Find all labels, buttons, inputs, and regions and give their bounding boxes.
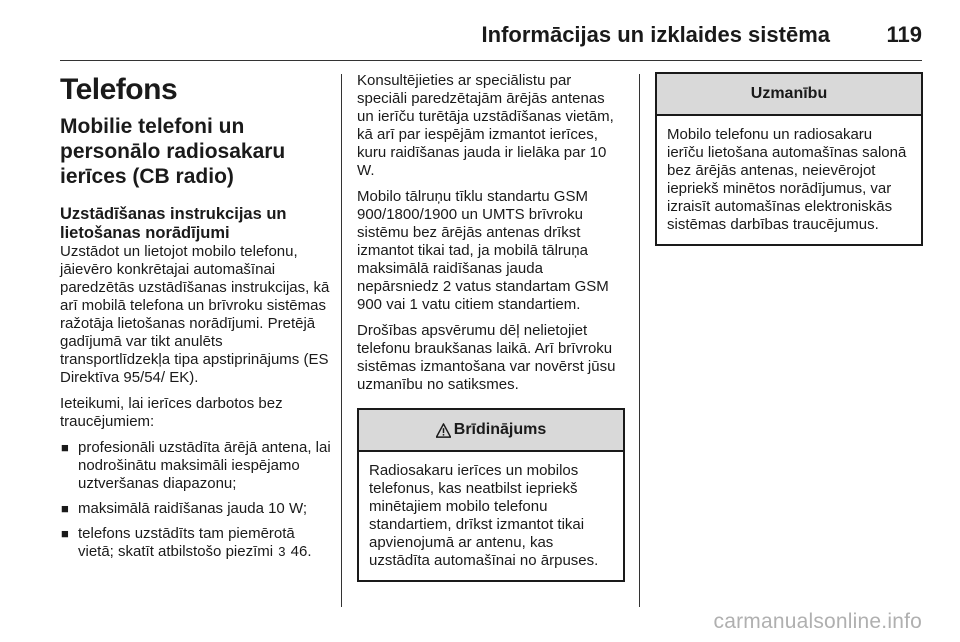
- reference-arrow-icon: 3: [278, 544, 286, 559]
- bullet-square-icon: ■: [61, 526, 69, 541]
- paragraph: Drošības apsvērumu dēļ nelietojiet telefonu braukšanas laikā. Arī brīvroku sistēmas izmantošana var novērst jūsu uzmanību no satiksmes.: [357, 322, 616, 393]
- column-1: [60, 72, 332, 568]
- warning-box: [357, 408, 625, 582]
- notice-box: [655, 72, 923, 246]
- list-item: [60, 525, 332, 561]
- paragraph: Ieteikumi, lai ierīces darbotos bez traucējumiem:: [60, 395, 283, 430]
- page-reference: 46.: [290, 543, 312, 560]
- header-rule: [60, 60, 922, 61]
- bullet-square-icon: ■: [61, 501, 69, 516]
- warning-triangle-icon: [436, 423, 451, 438]
- subtitle: Mobilie telefoni un personālo radiosakaru ierīces (CB radio): [60, 115, 286, 188]
- header-title: Informācijas un izklaides sistēma: [481, 22, 830, 47]
- watermark: carmanualsonline.info: [713, 610, 922, 633]
- list-item-text: telefons uzstādīts tam piemērotā vietā; skatīt atbilstošo piezīmi: [78, 525, 295, 560]
- list-item-text: maksimālā raidīšanas jauda 10 W;: [78, 500, 307, 517]
- list-item: [60, 439, 332, 493]
- column-divider-1: [341, 74, 342, 607]
- page-header: [60, 14, 922, 58]
- page-number: 119: [886, 22, 922, 47]
- list-item: [60, 500, 332, 518]
- warning-header: [359, 410, 623, 452]
- notice-header: Uzmanību: [657, 74, 921, 116]
- notice-text: Mobilo telefonu un radiosakaru ierīču lietošana automašīnas salonā bez ārējās antenas, neievērojot iepriekš minētos norādījumus, var izraisīt automašīnas elektroniskās sistēmas darbības traucējumus.: [667, 126, 907, 233]
- warning-text: Radiosakaru ierīces un mobilos telefonus, kas neatbilst iepriekš minētajiem mobilo telefonu standartiem, drīkst izmantot tikai apvienojumā ar antenu, kas uzstādīta automašīnai no ārpuses.: [369, 462, 599, 569]
- warning-title: Brīdinājums: [453, 421, 547, 438]
- subsubtitle: Uzstādīšanas instrukcijas un lietošanas norādījumi: [60, 205, 287, 242]
- column-2: [357, 72, 625, 582]
- paragraph: Uzstādot un lietojot mobilo telefonu, jāievēro konkrētajai automašīnai paredzētās uzstādīšanas instrukcijas, kā arī mobilā telefona un brīvroku sistēmas ražotāja lietošanas norādījumi. Pretējā gadījumā var tikt anulēts transportlīdzekļa tipa apstiprinājums (ES Direktīva 95/54/ EK).: [60, 243, 330, 386]
- bullet-square-icon: ■: [61, 440, 69, 455]
- paragraph: Mobilo tālruņu tīklu standartu GSM 900/1800/1900 un UMTS brīvroku sistēmu bez ārējās antenas drīkst izmantot tikai tad, ja mobilā tālruņa maksimālā raidīšanas jauda nepārsniedz 2 vatus standartam GSM 900 vai 1 vatu citiem standartiem.: [357, 188, 609, 313]
- bullet-list: [60, 439, 332, 561]
- column-3: [655, 72, 923, 246]
- column-divider-2: [639, 74, 640, 607]
- list-item-text: profesionāli uzstādīta ārējā antena, lai nodrošinātu maksimāli iespējamo uztveršanas diapazonu;: [78, 439, 331, 492]
- section-title: Telefons: [60, 73, 178, 106]
- paragraph: Konsultējieties ar speciālistu par speciāli paredzētajām ārējās antenas un ierīču turētāja uzstādīšanas vietām, kā arī par iespējām izmantot ierīces, kuru raidīšanas jauda ir lielāka par 10 W.: [357, 72, 614, 179]
